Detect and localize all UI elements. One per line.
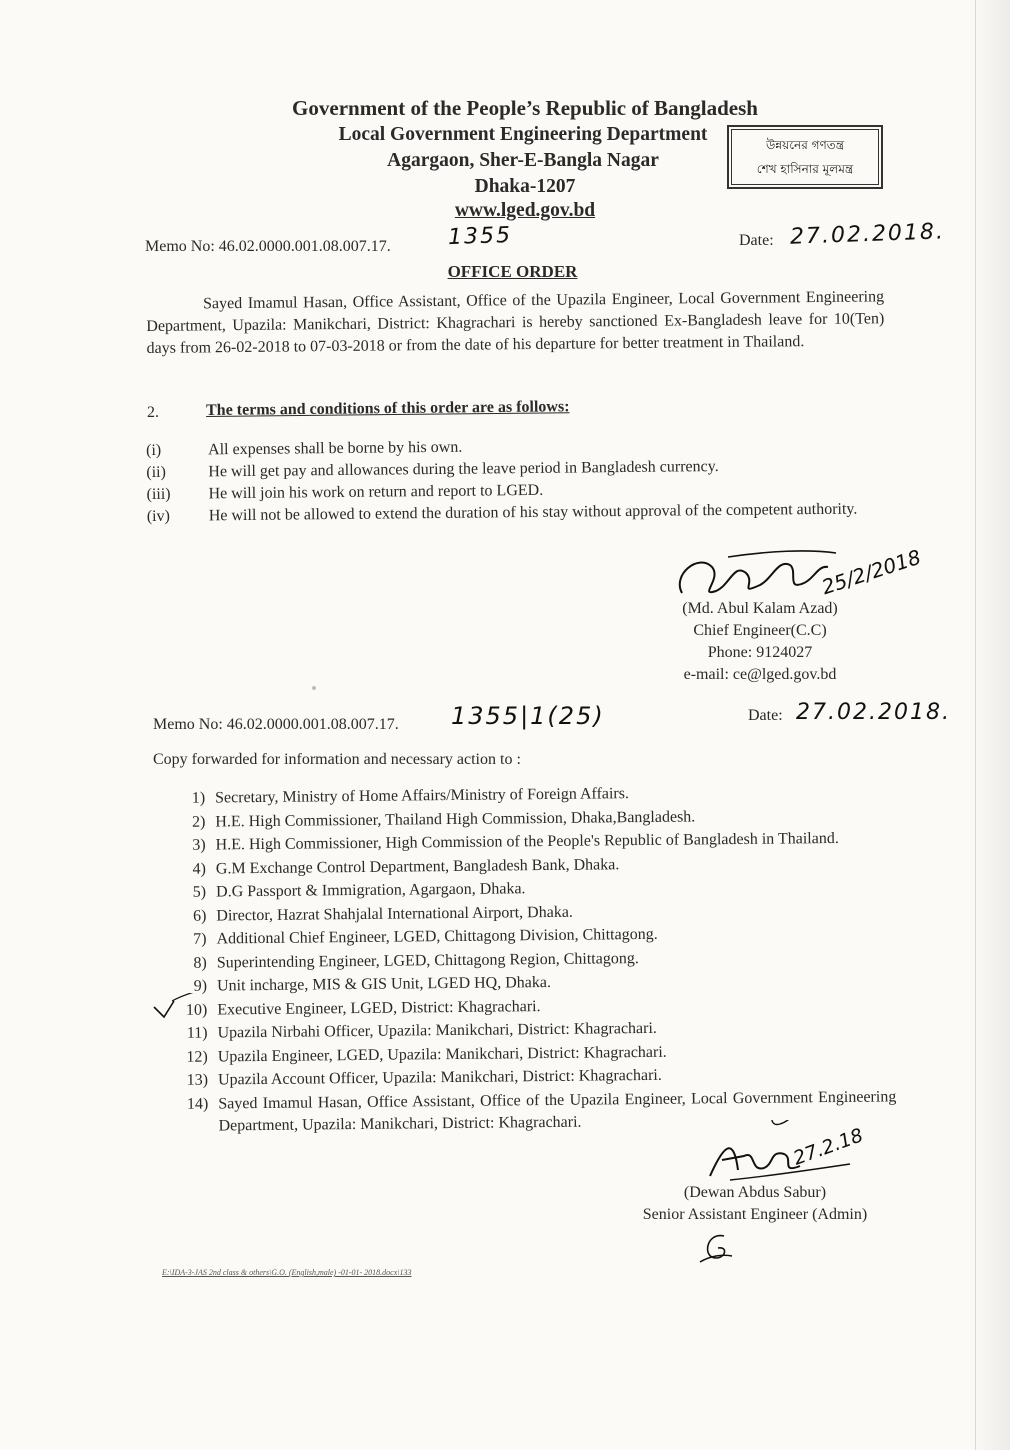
term-text: All expenses shall be borne by his own.: [208, 438, 463, 459]
list-item-text: Superintending Engineer, LGED, Chittagong Region, Chittagong.: [216, 949, 639, 971]
list-item-text: G.M Exchange Control Department, Bangladesh Bank, Dhaka.: [215, 855, 620, 877]
slogan-line-2: শেখ হাসিনার মূলমন্ত্র: [756, 162, 854, 176]
header-website[interactable]: www.lged.gov.bd: [454, 200, 596, 221]
list-item-number: 2): [191, 813, 206, 831]
header-address: Agargaon, Sher-E-Bangla Nagar: [387, 150, 659, 171]
list-item-text: Upazila Engineer, LGED, Upazila: Manikchari, District: Khagrachari.: [217, 1043, 667, 1065]
list-item-text: Upazila Nirbahi Officer, Upazila: Manikchari, District: Khagrachari.: [217, 1019, 657, 1042]
date-label-2: Date:: [748, 707, 783, 724]
list-item-number: 12): [186, 1048, 208, 1066]
date-label-1: Date:: [739, 232, 774, 249]
list-item-number: 4): [192, 860, 206, 878]
list-item-text: Unit incharge, MIS & GIS Unit, LGED HQ, Dhaka.: [216, 973, 552, 995]
list-item-text: Secretary, Ministry of Home Affairs/Ministry of Foreign Affairs.: [215, 785, 630, 807]
header-department: Local Government Engineering Department: [338, 124, 708, 145]
term-text: He will not be allowed to extend the duration of his stay without approval of the competent authority.: [208, 500, 858, 525]
initial-scribble: [696, 1228, 736, 1268]
date-2-handwritten: 27.02.2018.: [796, 700, 951, 725]
tick-mark-icon: [150, 993, 210, 1023]
list-item-text: H.E. High Commissioner, Thailand High Commission, Dhaka,Bangladesh.: [215, 807, 696, 830]
list-item-number: 10): [185, 1001, 208, 1019]
header-government: Government of the People’s Republic of Bangladesh: [292, 96, 758, 120]
term-text: He will join his work on return and report to LGED.: [208, 481, 544, 503]
list-item-text: Additional Chief Engineer, LGED, Chittagong Division, Chittagong.: [216, 925, 658, 948]
section-2-title: The terms and conditions of this order are as follows:: [206, 398, 570, 419]
term-number: (ii): [146, 463, 166, 481]
memo-number-2-handwritten: 1355|1(25): [451, 702, 605, 730]
list-item-number: 11): [186, 1024, 208, 1042]
term-number: (iv): [146, 507, 170, 525]
memo-number-1: Memo No: 46.02.0000.001.08.007.17.: [145, 238, 391, 255]
list-item-text: Executive Engineer, LGED, District: Khagrachari.: [217, 997, 541, 1018]
signatory-1-name: (Md. Abul Kalam Azad): [682, 600, 838, 617]
list-item-text: Director, Hazrat Shahjalal International Airport, Dhaka.: [216, 903, 573, 924]
signatory-2-name: (Dewan Abdus Sabur): [683, 1184, 827, 1201]
terms-list: [146, 432, 887, 528]
signatory-1-block: [650, 598, 870, 686]
term-text: He will get pay and allowances during the leave period in Bangladesh currency.: [208, 458, 719, 481]
copy-forwarded-line: Copy forwarded for information and necessary action to :: [153, 751, 521, 768]
signature-1-date: 25/2/2018: [818, 544, 924, 600]
distribution-list: [165, 780, 897, 1139]
list-item-number: 1): [191, 789, 206, 807]
term-number: (iii): [146, 485, 171, 503]
slogan-box: [727, 125, 883, 189]
term-number: (i): [146, 441, 162, 459]
scan-speck: [312, 686, 316, 690]
list-item-number: 6): [192, 907, 207, 925]
list-item-number: 5): [192, 883, 207, 901]
slogan-line-1: উন্নয়নের গণতন্ত্র: [765, 138, 845, 152]
list-item-number: 14): [186, 1095, 209, 1113]
header-city: Dhaka-1207: [474, 176, 576, 197]
list-item-number: 7): [193, 930, 207, 948]
list-item-text: H.E. High Commissioner, High Commission of the People's Republic of Bangladesh in Thailand.: [215, 829, 839, 854]
memo-number-1-handwritten: 1355: [447, 222, 513, 251]
memo-number-2: Memo No: 46.02.0000.001.08.007.17.: [153, 716, 399, 733]
order-paragraph: Sayed Imamul Hasan, Office Assistant, Office of the Upazila Engineer, Local Government Engineering Department, Upazila: Manikchari, District: Khagrachari is hereby sanctioned Ex-Bangladesh leave for 10(Ten) days from 26-02-2018 to 07-03-2018 or from the date of his departure for better treatment in Thailand.: [146, 288, 885, 357]
list-item-text: Upazila Account Officer, Upazila: Manikchari, District: Khagrachari.: [217, 1066, 662, 1089]
footer-file-path: E:\IDA-3-JAS 2nd class & others\G.O. (English,male) -01-01- 2018.docx\133: [162, 1268, 412, 1277]
list-item-number: 3): [192, 836, 206, 854]
office-order-title: OFFICE ORDER: [447, 262, 578, 281]
signature-2-date: 27.2.18: [790, 1124, 867, 1170]
list-item-number: 13): [186, 1071, 209, 1089]
signatory-2-block: [610, 1182, 900, 1226]
date-1-handwritten: 27.02.2018.: [789, 219, 946, 250]
list-item-number: 9): [193, 977, 208, 995]
section-2-number: 2.: [147, 404, 159, 421]
list-item-text: D.G Passport & Immigration, Agargaon, Dhaka.: [216, 880, 526, 901]
signatory-1-email[interactable]: e-mail: ce@lged.gov.bd: [683, 666, 837, 683]
list-item-number: 8): [193, 954, 207, 972]
signatory-2-designation: Senior Assistant Engineer (Admin): [642, 1206, 868, 1223]
list-item-text: Sayed Imamul Hasan, Office Assistant, Office of the Upazila Engineer, Local Government Engineering Department, Upazila: Manikchari, District: Khagrachari.: [218, 1087, 897, 1134]
signatory-1-phone: Phone: 9124027: [707, 644, 813, 661]
signatory-1-designation: Chief Engineer(C.C): [693, 622, 827, 639]
